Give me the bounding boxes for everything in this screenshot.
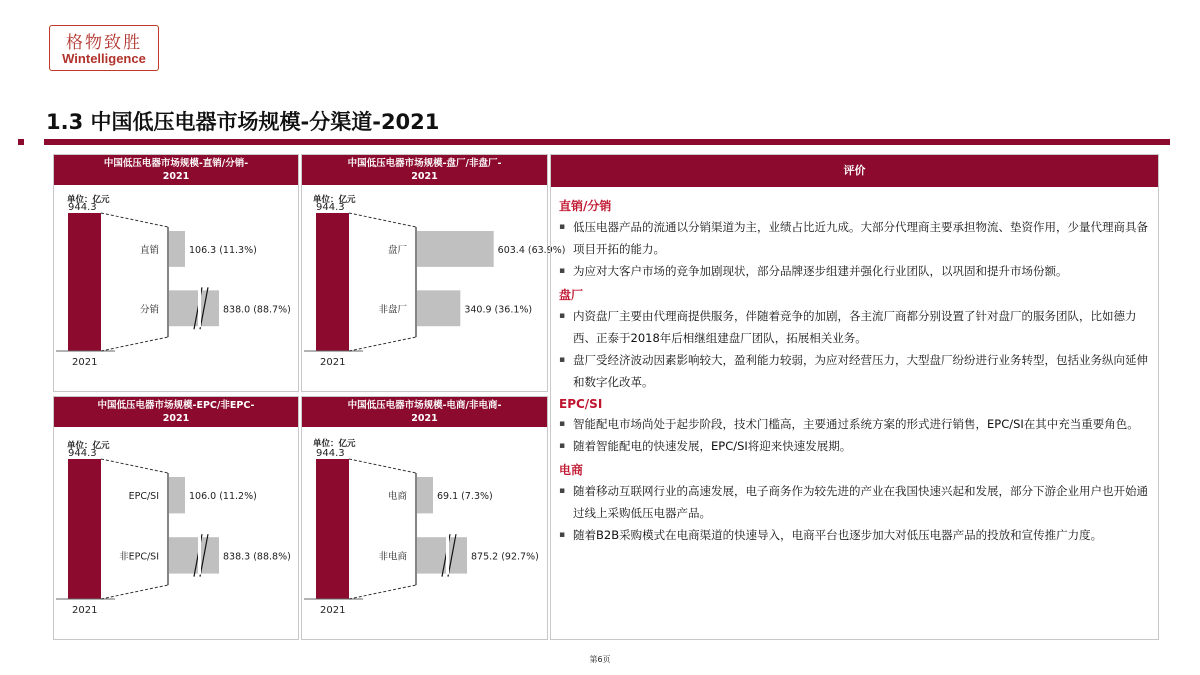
chart-header [302, 155, 547, 185]
chart-title-line1: 中国低压电器市场规模-电商/非电商- [347, 400, 502, 411]
chart-svg [54, 447, 298, 639]
total-value-label: 944.3 [316, 448, 345, 459]
connector-line-bottom [101, 585, 168, 599]
bullet-item: ▪ 随着B2B采购模式在电商渠道的快速导入，电商平台也逐步加大对低压电器产品的投放和宣传推广力度。 [559, 524, 1148, 546]
title-rule-dot [18, 139, 24, 145]
data-label: 838.0 (88.7%) [223, 304, 291, 316]
chart-title-line2: 2021 [162, 413, 190, 424]
section-direct-distribution [559, 197, 1148, 282]
bar-part [169, 477, 185, 513]
bar-total [68, 213, 101, 351]
bar-total [316, 213, 349, 351]
bar-part [417, 537, 467, 573]
bullet-item: ▪ 低压电器产品的流通以分销渠道为主，业绩占比近九成。大部分代理商主要承担物流、垫资作用，少量代理商具备项目开拓的能力。 [559, 216, 1148, 260]
chart-title-line1: 中国低压电器市场规模-EPC/非EPC- [97, 400, 255, 411]
commentary-header: 评价 [551, 155, 1158, 187]
page-title: 1.3 中国低压电器市场规模-分渠道-2021 [46, 110, 440, 134]
bar-part [417, 231, 494, 267]
data-label: 875.2 (92.7%) [471, 551, 539, 563]
chart-panel-ecommerce [301, 396, 548, 640]
chart-panel-epc [53, 396, 299, 640]
x-tick-label: 2021 [320, 357, 346, 368]
data-label: 106.0 (11.2%) [189, 491, 257, 503]
chart-title-line2: 2021 [162, 171, 190, 182]
chart-title-line2: 2021 [411, 413, 438, 424]
chart-header [54, 155, 298, 185]
total-value-label: 944.3 [68, 448, 97, 459]
chart-title-line1: 中国低压电器市场规模-盘厂/非盘厂- [347, 158, 502, 169]
total-value-label: 944.3 [316, 202, 345, 213]
category-label: 非电商 [378, 551, 407, 563]
category-label: 直销 [139, 244, 159, 256]
bullet-item: ▪ 内资盘厂主要由代理商提供服务，伴随着竞争的加剧，各主流厂商都分别设置了针对盘厂的服务团队，比如德力西、正泰于2018年后相继组建盘厂团队，拓展相关业务。 [559, 305, 1148, 349]
bullet-item: ▪ 随着智能配电的快速发展，EPC/SI将迎来快速发展期。 [559, 435, 1148, 457]
axis-break-gap [198, 289, 201, 327]
logo-chinese: 格物致胜 [66, 33, 142, 53]
category-label: 非EPC/SI [119, 551, 159, 563]
section-heading: EPC/SI [559, 397, 603, 411]
axis-break-gap [446, 536, 449, 574]
category-label: 电商 [387, 491, 407, 503]
x-tick-label: 2021 [72, 357, 98, 368]
bullet-item: ▪ 随着移动互联网行业的高速发展，电子商务作为较先进的产业在我国快速兴起和发展，部分下游企业用户也开始通过线上采购低压电器产品。 [559, 480, 1148, 524]
chart-panel-panel-builder [301, 154, 566, 392]
connector-line-top [101, 213, 168, 227]
company-logo [49, 25, 159, 71]
unit-label: 单位：亿元 [313, 195, 356, 205]
unit-label: 单位：亿元 [313, 439, 356, 449]
bullet-item: ▪ 为应对大客户市场的竞争加剧现状，部分品牌逐步组建并强化行业团队，以巩固和提升市场份额。 [559, 260, 1148, 282]
bar-part [169, 231, 185, 267]
chart-title-line2: 2021 [411, 171, 438, 182]
connector-line-bottom [349, 337, 416, 351]
x-tick-label: 2021 [320, 605, 346, 616]
chart-svg [302, 447, 547, 639]
category-label: 非盘厂 [378, 304, 407, 316]
total-value-label: 944.3 [68, 202, 97, 213]
bullet-item: ▪ 智能配电市场尚处于起步阶段，技术门槛高，主要通过系统方案的形式进行销售，EPC/SI在其中充当重要角色。 [559, 413, 1148, 435]
chart-header [54, 397, 298, 427]
section-ecommerce [559, 461, 1148, 546]
commentary-body [559, 193, 1148, 546]
title-rule [44, 139, 1170, 145]
unit-label: 单位：亿元 [67, 195, 110, 205]
section-epc [559, 397, 1148, 457]
connector-line-bottom [101, 337, 168, 351]
section-panel-builder [559, 286, 1148, 393]
chart-svg [302, 201, 566, 391]
x-tick-label: 2021 [72, 605, 98, 616]
connector-line-top [349, 213, 416, 227]
section-heading: 电商 [559, 463, 584, 477]
page-number: 第6页 [589, 655, 611, 664]
bar-part [169, 537, 219, 573]
bar-part [417, 477, 433, 513]
bar-total [316, 459, 349, 599]
bar-part [417, 290, 460, 326]
commentary-panel [550, 154, 1159, 640]
data-label: 340.9 (36.1%) [464, 304, 533, 316]
bullet-item: ▪ 盘厂受经济波动因素影响较大，盈利能力较弱，为应对经营压力，大型盘厂纷纷进行业务转型，包括业务纵向延伸和数字化改革。 [559, 349, 1148, 393]
data-label: 838.3 (88.8%) [223, 551, 291, 563]
data-label: 69.1 (7.3%) [437, 491, 493, 503]
section-heading: 盘厂 [559, 288, 584, 302]
chart-panel-direct-distribution [53, 154, 299, 392]
data-label: 603.4 (63.9%) [497, 244, 566, 256]
chart-header [302, 397, 547, 427]
connector-line-top [101, 459, 168, 473]
logo-english: Wintelligence [62, 51, 146, 66]
category-label: EPC/SI [128, 491, 159, 503]
chart-title-line1: 中国低压电器市场规模-直销/分销- [103, 158, 249, 169]
chart-svg [54, 201, 298, 391]
bar-total [68, 459, 101, 599]
category-label: 盘厂 [387, 244, 407, 256]
category-label: 分销 [139, 304, 159, 316]
section-heading: 直销/分销 [559, 199, 612, 213]
connector-line-bottom [349, 585, 416, 599]
axis-break-gap [198, 536, 201, 574]
bar-part [169, 290, 219, 326]
data-label: 106.3 (11.3%) [189, 244, 257, 256]
connector-line-top [349, 459, 416, 473]
unit-label: 单位：亿元 [67, 441, 110, 451]
